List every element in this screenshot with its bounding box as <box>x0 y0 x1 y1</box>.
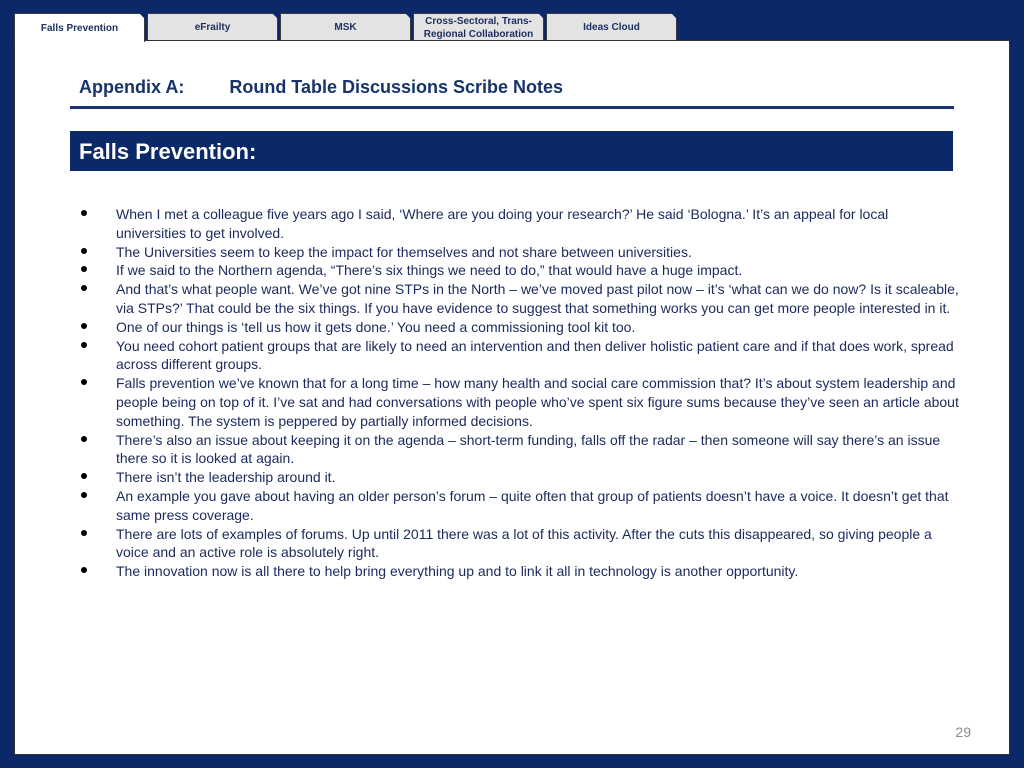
tab-falls-prevention[interactable] <box>14 13 145 42</box>
tab-label: MSK <box>334 22 357 33</box>
note-item: An example you gave about having an older person’s forum – quite often that group of patients doesn’t have a voice. It doesn’t get that same press coverage. <box>80 487 960 525</box>
section-title: Falls Prevention: <box>79 139 257 164</box>
tab-label: eFrailty <box>194 22 231 33</box>
note-item: And that’s what people want. We’ve got nine STPs in the North – we’ve moved past pilot now – it’s ‘what can we do now? Is it scaleable, via STPs?’ That could be the six things. If you have evidence to suggest that something works you can get more people interested in it. <box>80 280 960 318</box>
note-item: There isn’t the leadership around it. <box>80 468 960 487</box>
note-item: If we said to the Northern agenda, “There’s six things we need to do,” that would have a huge impact. <box>80 261 960 280</box>
tab-corner-fold <box>405 13 411 19</box>
note-item: Falls prevention we’ve known that for a long time – how many health and social care commission that? It’s about system leadership and people being on top of it. I’ve sat and had conversations with people who’ve spent six figure sums because they’ve seen an article about something. The system is peppered by partially informed decisions. <box>80 374 960 430</box>
heading-divider <box>70 106 954 109</box>
note-item: The Universities seem to keep the impact for themselves and not share between universities. <box>80 243 960 262</box>
tab-label: Ideas Cloud <box>583 22 640 33</box>
tab-corner-fold <box>671 13 677 19</box>
note-item: You need cohort patient groups that are likely to need an intervention and then deliver holistic patient care and if that does work, spread across different groups. <box>80 337 960 375</box>
tab-ideas-cloud[interactable] <box>546 13 677 41</box>
scribe-notes-list <box>80 205 960 581</box>
tab-label: Falls Prevention <box>40 22 119 34</box>
note-item: When I met a colleague five years ago I said, ‘Where are you doing your research?’ He said ‘Bologna.’ It’s an appeal for local universities to get involved. <box>80 205 960 243</box>
appendix-label: Appendix A: <box>79 77 185 97</box>
page-heading <box>79 77 563 98</box>
tab-label: Cross-Sectoral, Trans-Regional Collaboration <box>423 15 534 40</box>
tab-msk[interactable] <box>280 13 411 41</box>
note-item: There are lots of examples of forums. Up until 2011 there was a lot of this activity. After the cuts this disappeared, so giving people a voice and an active role is absolutely right. <box>80 525 960 563</box>
note-item: The innovation now is all there to help bring everything up and to link it all in technology is another opportunity. <box>80 562 960 581</box>
tab-corner-fold <box>538 13 544 19</box>
tab-corner-fold <box>139 13 145 19</box>
page-number: 29 <box>955 724 971 740</box>
note-item: There’s also an issue about keeping it on the agenda – short-term funding, falls off the radar – then someone will say there’s an issue there so it is looked at again. <box>80 431 960 469</box>
page-title: Round Table Discussions Scribe Notes <box>229 77 564 97</box>
tab-cross-sectoral[interactable] <box>413 13 544 41</box>
tab-efrailty[interactable] <box>147 13 278 41</box>
note-item: One of our things is ‘tell us how it gets done.’ You need a commissioning tool kit too. <box>80 318 960 337</box>
slide-page <box>14 40 1010 755</box>
tab-bar <box>14 13 679 41</box>
section-banner <box>70 131 953 171</box>
tab-corner-fold <box>272 13 278 19</box>
